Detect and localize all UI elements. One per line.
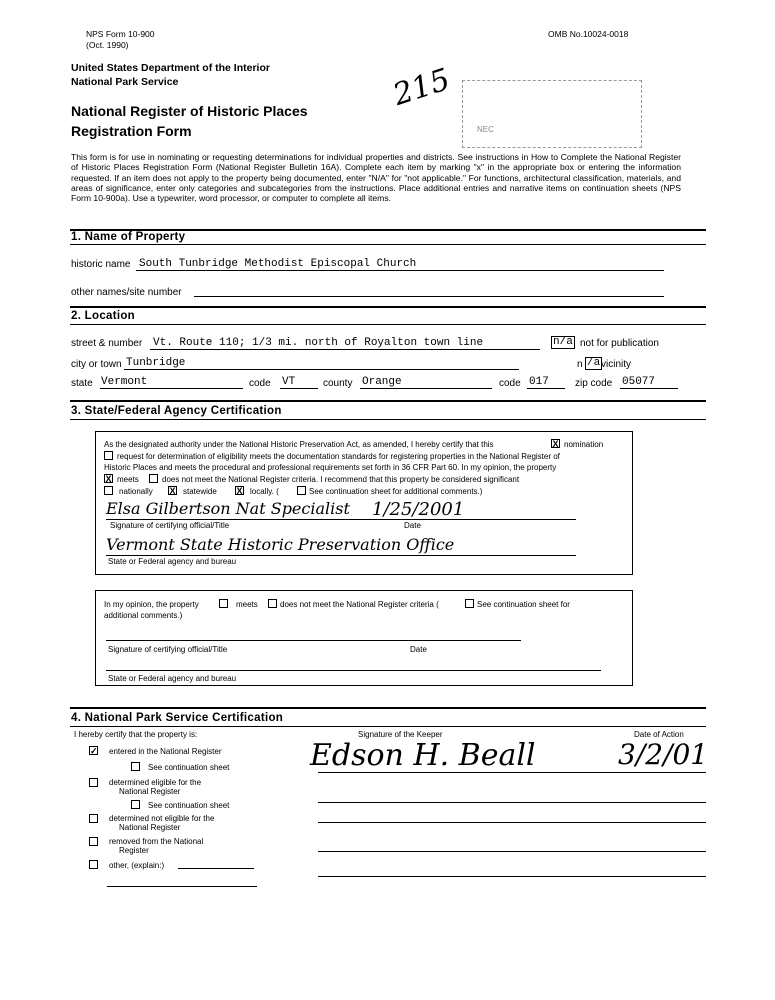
section-1-title: 1. Name of Property bbox=[71, 231, 186, 243]
signature-label: Signature of certifying official/Title bbox=[110, 521, 230, 530]
keeper-line bbox=[318, 851, 706, 852]
field-line bbox=[124, 369, 519, 370]
signature-line bbox=[106, 519, 576, 520]
county-value[interactable]: Orange bbox=[362, 376, 402, 388]
opinion-meets-label: meets bbox=[236, 600, 258, 609]
continuation-label: See continuation sheet for additional comments.) bbox=[309, 487, 483, 496]
not-for-publication-label: not for publication bbox=[580, 338, 659, 349]
opinion-does-not-meet-checkbox[interactable] bbox=[268, 599, 277, 608]
locally-label: locally. ( bbox=[250, 487, 279, 496]
removed-label: removed from the National bbox=[109, 837, 204, 846]
agency-handwritten: Vermont State Historic Preservation Office bbox=[106, 535, 455, 554]
meets-checkbox[interactable]: X bbox=[105, 474, 112, 484]
divider bbox=[70, 419, 706, 420]
nomination-label: nomination bbox=[564, 440, 604, 449]
request-checkbox[interactable] bbox=[104, 451, 113, 460]
department: United States Department of the Interior bbox=[71, 62, 270, 74]
date-label: Date bbox=[404, 521, 421, 530]
keeper-signature: Edson H. Beall bbox=[310, 738, 536, 773]
eligible-label: determined eligible for the bbox=[109, 778, 202, 787]
eligible-continuation-label: See continuation sheet bbox=[148, 801, 230, 810]
handwritten-number: 215 bbox=[388, 62, 455, 113]
nationally-label: nationally bbox=[119, 487, 153, 496]
county-label: county bbox=[323, 378, 353, 389]
divider bbox=[70, 324, 706, 325]
other-line-2 bbox=[107, 886, 257, 887]
zip-value[interactable]: 05077 bbox=[622, 376, 656, 388]
keeper-line bbox=[318, 876, 706, 877]
nomination-checkbox[interactable]: X bbox=[552, 439, 559, 449]
not-eligible-label: determined not eligible for the bbox=[109, 814, 215, 823]
locally-checkbox[interactable]: X bbox=[236, 486, 243, 496]
other-names-label: other names/site number bbox=[71, 287, 182, 298]
not-eligible-label-2: National Register bbox=[119, 823, 181, 832]
nationally-checkbox[interactable] bbox=[104, 486, 113, 495]
keeper-line bbox=[318, 802, 706, 803]
vicinity-label: vicinity bbox=[601, 359, 632, 370]
does-not-meet-checkbox[interactable] bbox=[149, 474, 158, 483]
divider bbox=[70, 726, 706, 727]
opinion-text-d: additional comments.) bbox=[104, 611, 183, 620]
state-label: state bbox=[71, 378, 93, 389]
cert-text-c: Historic Places and meets the procedural and professional requirements set forth in 36 CFR Part 60. In my opinion, the property bbox=[104, 463, 557, 472]
instructions: This form is for use in nominating or requesting determinations for individual properties and districts. See instructions in How to Complete the National Register of Historic Places Registration Form (National Register Bulletin 16A). Complete each item by marking "x" in the appropriate box or entering the information requested. If an item does not apply to the property being documented, enter "N/A" for "not applicable." For functions, architectural classification, materials, and areas of significance, enter only categories and subcategories from the instructions. Place additional entries and narrative items on continuation sheets (NPS Form 10-900a). Use a typewriter, word processor, or computer to complete all items. bbox=[71, 152, 681, 204]
stamp-text: NEC bbox=[477, 125, 494, 134]
removed-label-2: Register bbox=[119, 846, 149, 855]
divider bbox=[70, 244, 706, 245]
form-date: (Oct. 1990) bbox=[86, 40, 129, 50]
form-subtitle: Registration Form bbox=[71, 123, 192, 139]
action-date: 3/2/01 bbox=[618, 738, 709, 771]
does-not-meet-label: does not meet the National Register criteria. I recommend that this property be considered significant bbox=[162, 475, 520, 484]
keeper-line bbox=[318, 822, 706, 823]
field-line bbox=[150, 349, 540, 350]
agency-label-2: State or Federal agency and bureau bbox=[108, 674, 237, 683]
entered-checkbox[interactable]: ✓ bbox=[90, 746, 98, 756]
date-label-2: Date bbox=[410, 645, 427, 654]
not-eligible-checkbox[interactable] bbox=[89, 814, 98, 823]
cert-text-a: As the designated authority under the National Historic Preservation Act, as amended, I hereby certify that this bbox=[104, 440, 494, 449]
removed-checkbox[interactable] bbox=[89, 837, 98, 846]
field-line bbox=[100, 388, 243, 389]
form-title: National Register of Historic Places bbox=[71, 103, 308, 119]
entered-continuation-label: See continuation sheet bbox=[148, 763, 230, 772]
county-code-label: code bbox=[499, 378, 521, 389]
opinion-continuation-label: See continuation sheet for bbox=[477, 600, 570, 609]
historic-name-value[interactable]: South Tunbridge Methodist Episcopal Church bbox=[139, 258, 417, 270]
service: National Park Service bbox=[71, 76, 179, 88]
certifying-signature: Elsa Gilbertson Nat Specialist bbox=[106, 499, 350, 518]
divider bbox=[70, 400, 706, 402]
field-line bbox=[620, 388, 678, 389]
state-value[interactable]: Vermont bbox=[101, 376, 148, 388]
action-date-label: Date of Action bbox=[634, 730, 684, 739]
field-line bbox=[194, 296, 664, 297]
vicinity-prefix: n bbox=[577, 359, 583, 370]
received-stamp bbox=[462, 80, 642, 148]
agency-label: State or Federal agency and bureau bbox=[108, 557, 237, 566]
keeper-label: Signature of the Keeper bbox=[358, 730, 443, 739]
other-line bbox=[178, 868, 254, 869]
entered-continuation-checkbox[interactable] bbox=[131, 762, 140, 771]
other-checkbox[interactable] bbox=[89, 860, 98, 869]
zip-label: zip code bbox=[575, 378, 613, 389]
agency-line bbox=[106, 555, 576, 556]
signature-line bbox=[106, 640, 521, 641]
divider bbox=[70, 306, 706, 308]
signature-label-2: Signature of certifying official/Title bbox=[108, 645, 228, 654]
section-2-title: 2. Location bbox=[71, 310, 136, 322]
street-label: street & number bbox=[71, 338, 143, 349]
eligible-checkbox[interactable] bbox=[89, 778, 98, 787]
keeper-line bbox=[318, 772, 706, 773]
vicinity-checkbox[interactable]: /a bbox=[587, 357, 601, 369]
section-4-title: 4. National Park Service Certification bbox=[71, 712, 284, 724]
opinion-continuation-checkbox[interactable] bbox=[465, 599, 474, 608]
section-3-title: 3. State/Federal Agency Certification bbox=[71, 405, 282, 417]
certify-label: I hereby certify that the property is: bbox=[74, 730, 198, 739]
city-label: city or town bbox=[71, 359, 122, 370]
continuation-checkbox[interactable] bbox=[297, 486, 306, 495]
county-code-value[interactable]: 017 bbox=[529, 376, 549, 388]
eligible-label-2: National Register bbox=[119, 787, 181, 796]
meets-label: meets bbox=[117, 475, 139, 484]
other-label: other, (explain:) bbox=[109, 861, 165, 870]
field-line bbox=[136, 270, 664, 271]
cert-text-b: request for determination of eligibility meets the documentation standards for registering properties in the National Register of bbox=[117, 452, 560, 461]
city-value[interactable]: Tunbridge bbox=[126, 357, 186, 369]
agency-line bbox=[106, 670, 601, 671]
statewide-checkbox[interactable]: X bbox=[169, 486, 176, 496]
field-line bbox=[280, 388, 318, 389]
state-code-value[interactable]: VT bbox=[282, 376, 296, 388]
entered-label: entered in the National Register bbox=[109, 747, 222, 756]
statewide-label: statewide bbox=[183, 487, 217, 496]
opinion-meets-checkbox[interactable] bbox=[219, 599, 228, 608]
opinion-does-not-meet-label: does not meet the National Register criteria ( bbox=[280, 600, 439, 609]
opinion-text-a: In my opinion, the property bbox=[104, 600, 199, 609]
street-value[interactable]: Vt. Route 110; 1/3 mi. north of Royalton town line bbox=[153, 337, 484, 349]
omb-number: OMB No.10024-0018 bbox=[548, 29, 629, 39]
historic-name-label: historic name bbox=[71, 259, 131, 270]
eligible-continuation-checkbox[interactable] bbox=[131, 800, 140, 809]
certifying-date: 1/25/2001 bbox=[372, 499, 465, 520]
field-line bbox=[360, 388, 492, 389]
form-number: NPS Form 10-900 bbox=[86, 29, 155, 39]
state-code-label: code bbox=[249, 378, 271, 389]
field-line bbox=[527, 388, 565, 389]
not-for-publication-checkbox[interactable]: n/a bbox=[553, 336, 573, 348]
divider bbox=[70, 707, 706, 709]
